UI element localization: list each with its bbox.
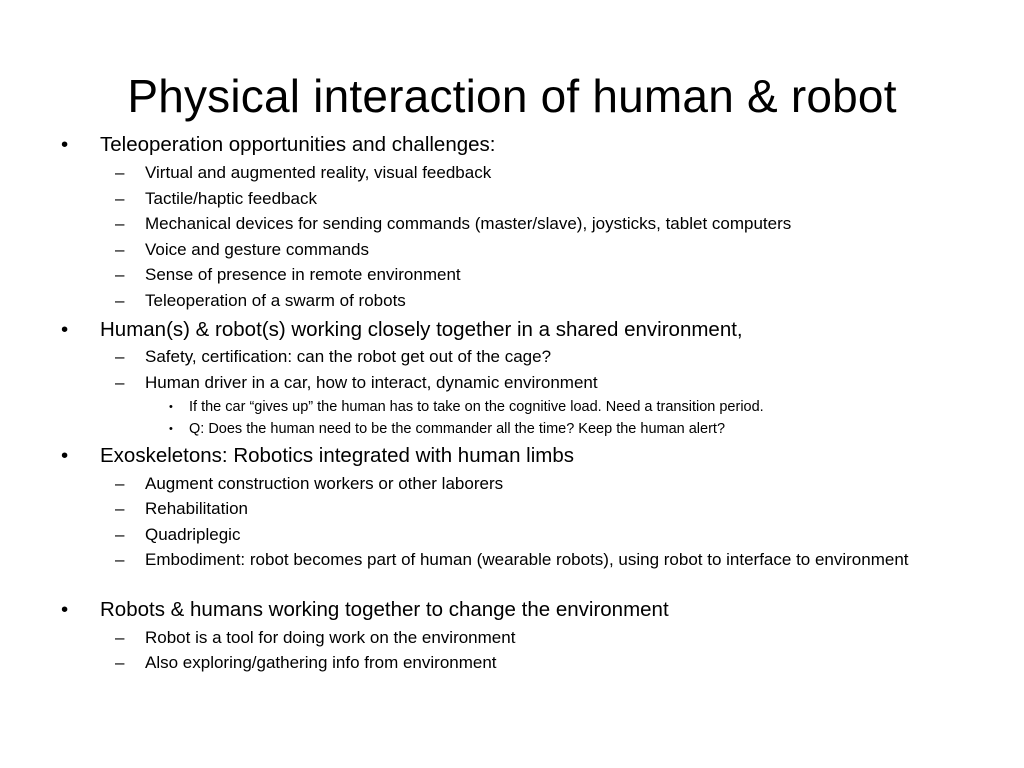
dash-marker: – xyxy=(115,163,125,182)
dash-marker: – xyxy=(115,347,125,366)
dash-marker: – xyxy=(115,525,125,544)
dash-marker: – xyxy=(115,474,125,493)
sub-bullet-text: Virtual and augmented reality, visual feedback xyxy=(145,163,492,182)
sub-bullet-text: Quadriplegic xyxy=(145,525,241,544)
bullet-text: Human(s) & robot(s) working closely together in a shared environment, xyxy=(100,318,743,341)
sub-bullet-text: Mechanical devices for sending commands (master/slave), joysticks, tablet computers xyxy=(145,214,792,233)
bullet-marker: • xyxy=(61,318,69,341)
dash-marker: – xyxy=(115,628,125,647)
sub-bullet-text: Embodiment: robot becomes part of human (wearable robots), using robot to interface to environment xyxy=(145,550,909,569)
sub-sub-bullet-text: Q: Does the human need to be the commander all the time? Keep the human alert? xyxy=(189,421,726,437)
sub-sub-bullet-text: If the car “gives up” the human has to take on the cognitive load. Need a transition period. xyxy=(189,399,764,415)
sub-bullet-text: Rehabilitation xyxy=(145,499,249,518)
sub-bullet-text: Robot is a tool for doing work on the environment xyxy=(145,628,516,647)
sub-bullet-text: Safety, certification: can the robot get out of the cage? xyxy=(145,347,552,366)
bullet-marker: • xyxy=(61,133,69,156)
dash-marker: – xyxy=(115,291,125,310)
bullet-marker: • xyxy=(61,444,69,467)
dash-marker: – xyxy=(115,550,125,569)
slide-title: Physical interaction of human & robot xyxy=(127,70,897,122)
dash-marker: – xyxy=(115,189,125,208)
sub-bullet-text: Augment construction workers or other laborers xyxy=(145,474,504,493)
dash-marker: – xyxy=(115,240,125,259)
bullet-text: Teleoperation opportunities and challenges: xyxy=(100,133,496,156)
bullet-marker: • xyxy=(169,423,173,435)
dash-marker: – xyxy=(115,265,125,284)
sub-bullet-text: Tactile/haptic feedback xyxy=(145,189,317,208)
dash-marker: – xyxy=(115,653,125,672)
bullet-text: Robots & humans working together to change the environment xyxy=(100,598,669,621)
sub-bullet-text: Teleoperation of a swarm of robots xyxy=(145,291,406,310)
dash-marker: – xyxy=(115,214,125,233)
dash-marker: – xyxy=(115,373,125,392)
sub-bullet-text: Sense of presence in remote environment xyxy=(145,265,461,284)
bullet-text: Exoskeletons: Robotics integrated with human limbs xyxy=(100,444,575,467)
sub-bullet-text: Also exploring/gathering info from environment xyxy=(145,653,497,672)
bullet-marker: • xyxy=(61,598,69,621)
sub-bullet-text: Human driver in a car, how to interact, dynamic environment xyxy=(145,373,598,392)
dash-marker: – xyxy=(115,499,125,518)
bullet-marker: • xyxy=(169,401,173,413)
sub-bullet-text: Voice and gesture commands xyxy=(145,240,369,259)
